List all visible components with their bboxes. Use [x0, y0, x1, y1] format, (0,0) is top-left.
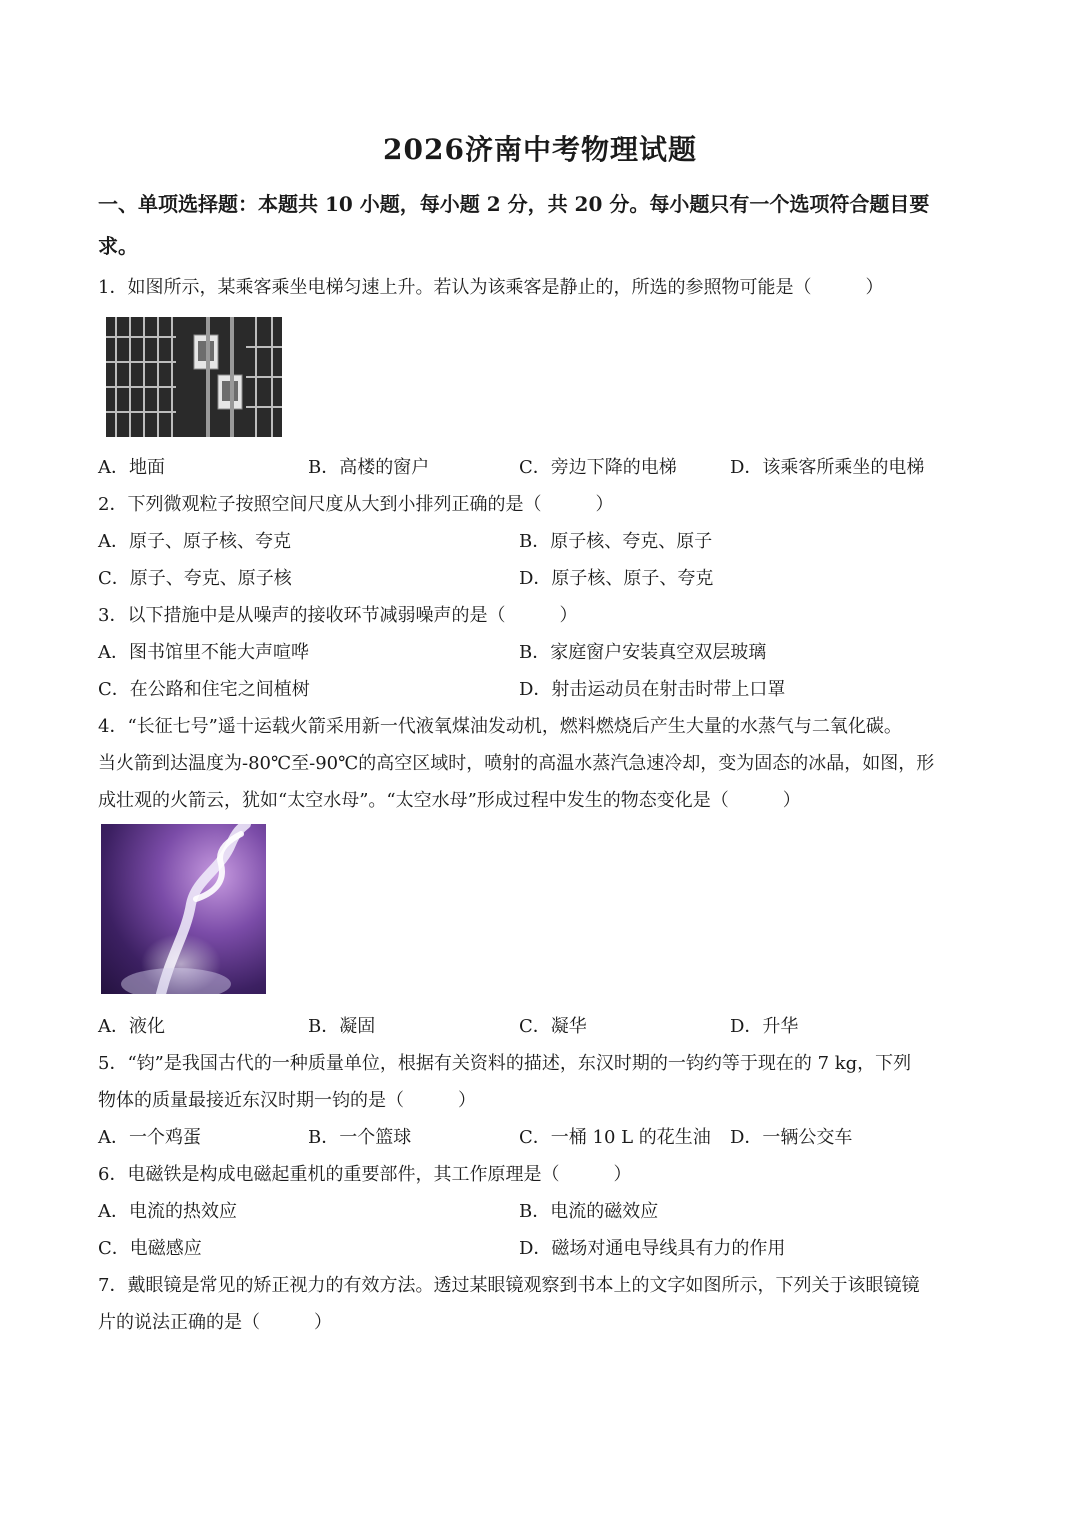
q6-option-b: B．电流的磁效应: [519, 1201, 659, 1222]
q1-option-c: C．旁边下降的电梯: [519, 457, 677, 478]
q5-option-a: A．一个鸡蛋: [98, 1127, 201, 1148]
q2-option-b: B．原子核、夸克、原子: [519, 531, 713, 552]
q6-option-d: D．磁场对通电导线具有力的作用: [519, 1238, 786, 1259]
q3-option-a: A．图书馆里不能大声喧哗: [98, 642, 309, 663]
q1-option-a: A．地面: [98, 457, 165, 478]
q4-option-d: D．升华: [730, 1016, 799, 1037]
question-3-stem: 3．以下措施中是从噪声的接收环节减弱噪声的是（ ）: [98, 605, 578, 626]
section-heading: 一、单项选择题：本题共 10 小题，每小题 2 分，共 20 分。每小题只有一个选项符合题目要: [98, 192, 930, 216]
question-4-stem-line-2: 当火箭到达温度为-80℃至-90℃的高空区域时，喷射的高温水蒸汽急速冷却，变为固态的冰晶，如图，形: [98, 753, 935, 774]
q3-option-d: D．射击运动员在射击时带上口罩: [519, 679, 786, 700]
q2-option-c: C．原子、夸克、原子核: [98, 568, 292, 589]
question-6-stem: 6．电磁铁是构成电磁起重机的重要部件，其工作原理是（ ）: [98, 1164, 632, 1185]
question-1-stem: 1．如图所示，某乘客乘坐电梯匀速上升。若认为该乘客是静止的，所选的参照物可能是（ ）: [98, 277, 884, 298]
question-5-stem-line-2: 物体的质量最接近东汉时期一钧的是（ ）: [98, 1090, 476, 1111]
q2-option-a: A．原子、原子核、夸克: [98, 531, 291, 552]
q1-option-d: D．该乘客所乘坐的电梯: [730, 457, 925, 478]
question-2-stem: 2．下列微观粒子按照空间尺度从大到小排列正确的是（ ）: [98, 494, 614, 515]
q2-option-d: D．原子核、原子、夸克: [519, 568, 714, 589]
q6-option-a: A．电流的热效应: [98, 1201, 237, 1222]
q4-option-a: A．液化: [98, 1016, 165, 1037]
q4-option-c: C．凝华: [519, 1016, 587, 1037]
q3-option-c: C．在公路和住宅之间植树: [98, 679, 310, 700]
q5-option-b: B．一个篮球: [308, 1127, 412, 1148]
q6-option-c: C．电磁感应: [98, 1238, 202, 1259]
question-5-stem-line-1: 5．“钧”是我国古代的一种质量单位，根据有关资料的描述，东汉时期的一钧约等于现在的 7 kg，下列: [98, 1053, 912, 1074]
q4-option-b: B．凝固: [308, 1016, 376, 1037]
q5-option-d: D．一辆公交车: [730, 1127, 853, 1148]
question-4-stem-line-3: 成壮观的火箭云，犹如“太空水母”。“太空水母”形成过程中发生的物态变化是（ ）: [98, 790, 801, 811]
q5-option-c: C．一桶 10 L 的花生油: [519, 1127, 711, 1148]
section-heading-continued: 求。: [98, 234, 138, 258]
question-4-stem-line-1: 4．“长征七号”遥十运载火箭采用新一代液氧煤油发动机，燃料燃烧后产生大量的水蒸气与二氧化碳。: [98, 716, 902, 737]
q3-option-b: B．家庭窗户安装真空双层玻璃: [519, 642, 767, 663]
question-7-stem-line-2: 片的说法正确的是（ ）: [98, 1312, 332, 1333]
page-title: 2026济南中考物理试题: [383, 133, 697, 166]
elevator-photo: [106, 317, 282, 437]
question-7-stem-line-1: 7．戴眼镜是常见的矫正视力的有效方法。透过某眼镜观察到书本上的文字如图所示，下列关于该眼镜镜: [98, 1275, 920, 1296]
q1-option-b: B．高楼的窗户: [308, 457, 430, 478]
rocket-cloud-photo: [101, 824, 266, 994]
